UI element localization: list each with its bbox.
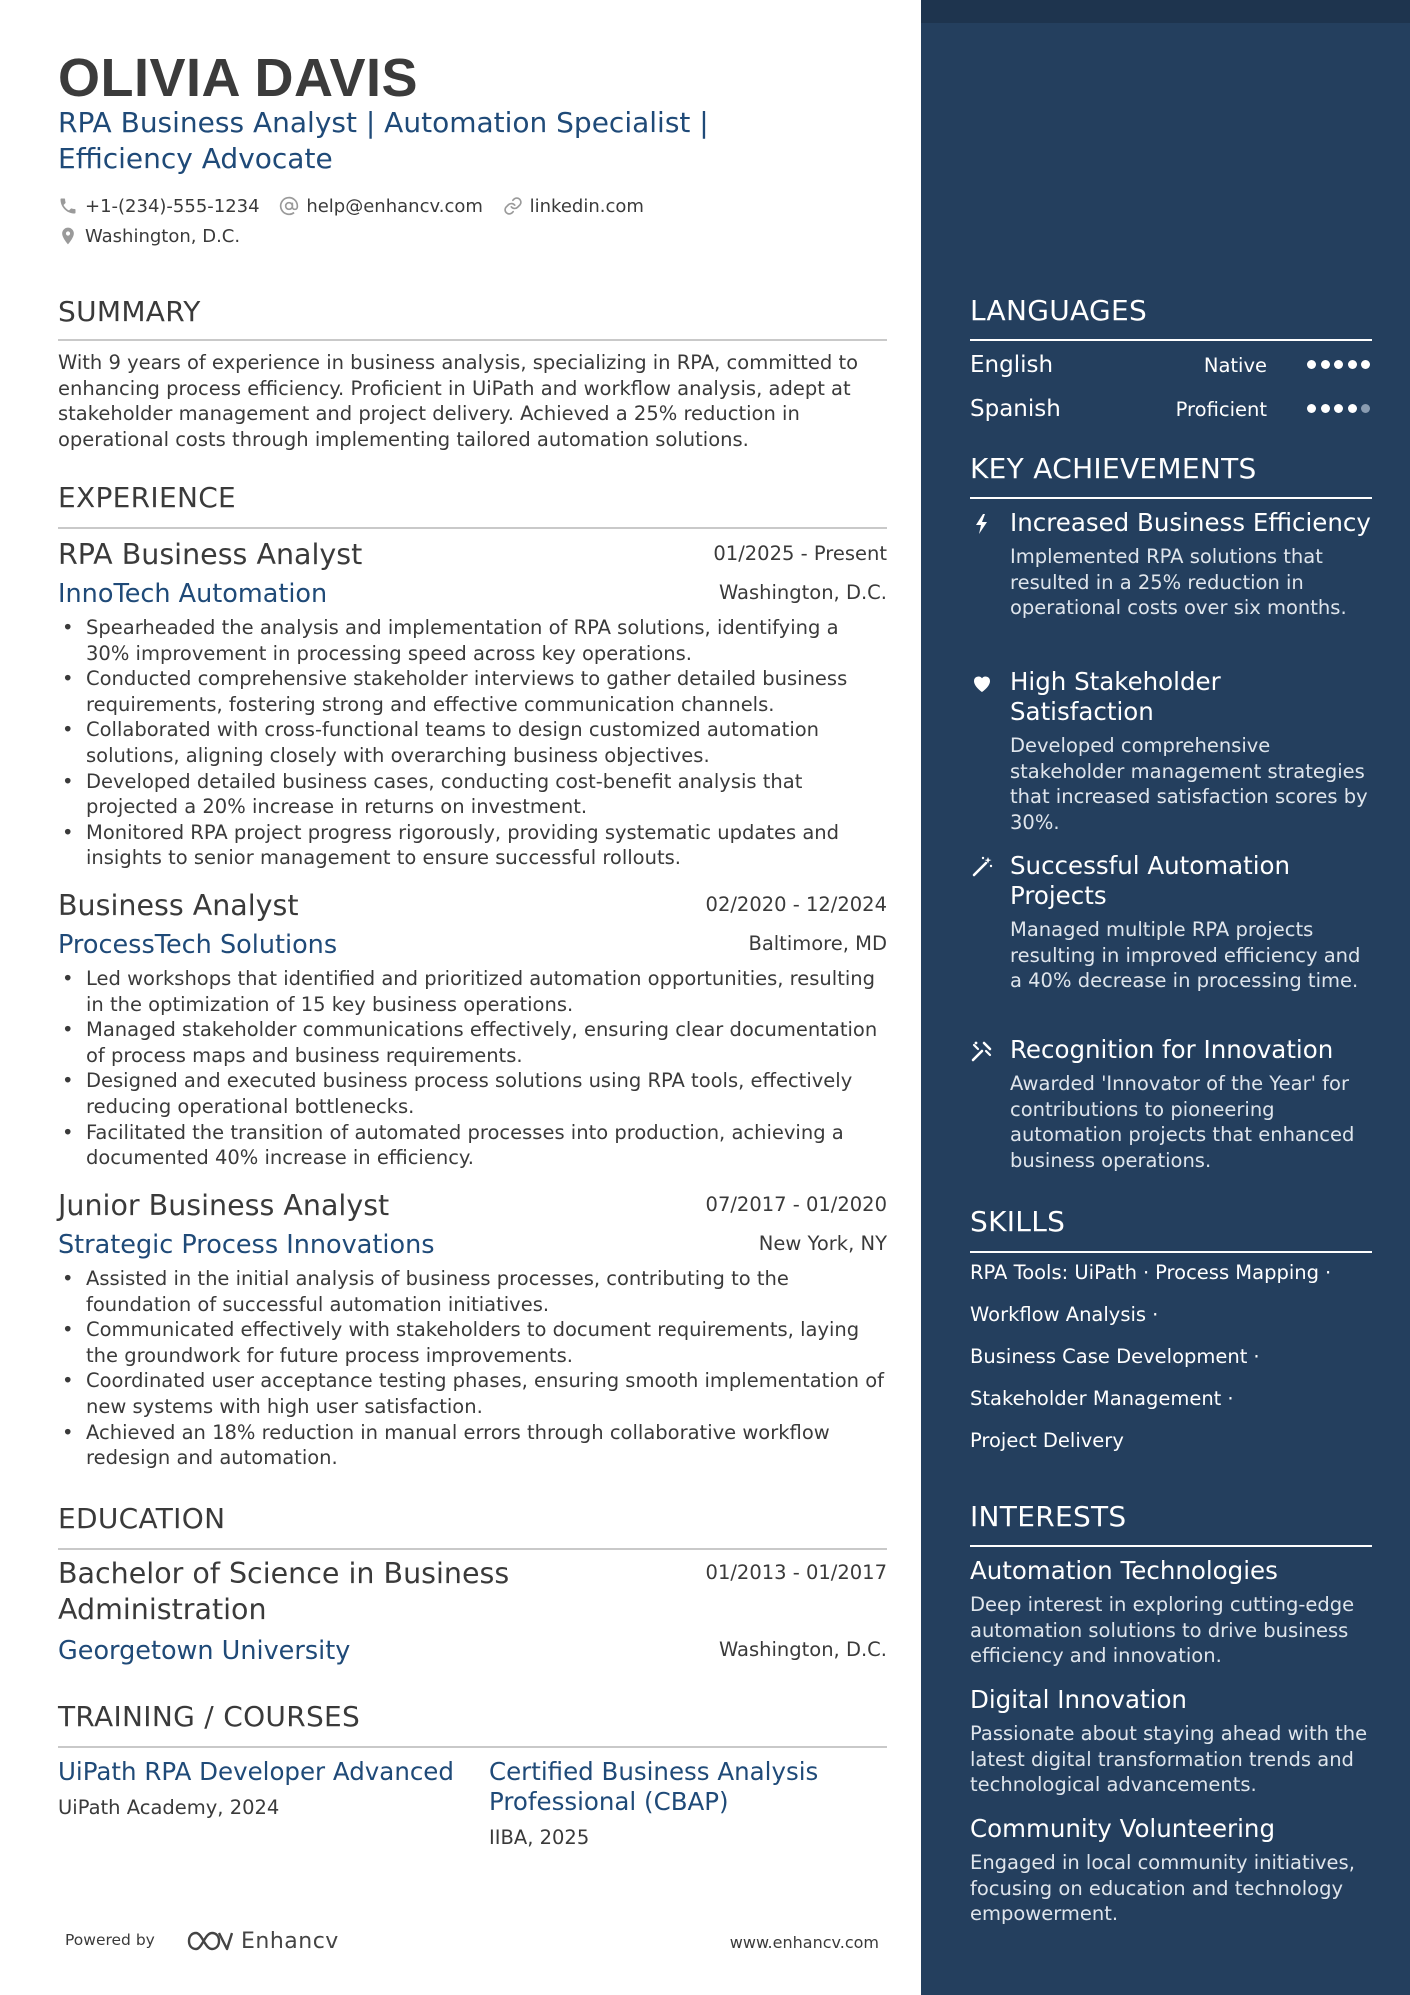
bullet-item: • Assisted in the initial analysis of business processes, contributing to the foundation of successful automation initiatives. xyxy=(58,1266,887,1317)
languages-divider xyxy=(970,339,1372,341)
job-title: Business Analyst xyxy=(58,889,299,922)
bullet-item: • Managed stakeholder communications effectively, ensuring clear documentation of process maps and business requirements. xyxy=(58,1017,887,1068)
job-bullets xyxy=(58,966,887,1171)
bullet-item: • Collaborated with cross-functional teams to design customized automation solutions, aligning closely with overarching business objectives. xyxy=(58,717,887,768)
contact-email[interactable] xyxy=(279,193,483,219)
bullet-item: • Led workshops that identified and prioritized automation opportunities, resulting in the optimization of 15 key business operations. xyxy=(58,966,887,1017)
language-rating xyxy=(1303,360,1371,369)
contact-phone[interactable] xyxy=(58,193,260,219)
contact-location xyxy=(58,223,240,249)
skill-tag: Workflow Analysis xyxy=(970,1303,1147,1326)
skills-divider xyxy=(970,1251,1372,1253)
job-dates: 07/2017 - 01/2020 xyxy=(705,1193,887,1216)
sidebar xyxy=(921,0,1410,1995)
skill-separator: · xyxy=(1142,1261,1150,1284)
skill-separator: · xyxy=(1152,1303,1159,1326)
skills-row xyxy=(970,1344,1266,1370)
rating-dot xyxy=(1361,360,1370,369)
bullet-item: • Communicated effectively with stakeholders to document requirements, laying the groundwork for future process improvements. xyxy=(58,1317,887,1368)
school: Georgetown University xyxy=(58,1636,351,1666)
achievement-title: Recognition for Innovation xyxy=(1010,1035,1334,1064)
achievement-item xyxy=(970,1035,1372,1173)
interest-title: Automation Technologies xyxy=(970,1556,1278,1585)
training-divider xyxy=(58,1746,887,1748)
candidate-name: OLIVIA DAVIS xyxy=(58,48,419,108)
achievement-desc: Implemented RPA solutions that resulted in a 25% reduction in operational costs over six months. xyxy=(1010,545,1347,619)
language-level: Native xyxy=(1203,354,1267,377)
phone-icon xyxy=(58,196,78,216)
summary-text: With 9 years of experience in business analysis, specializing in RPA, committed to enhancing process efficiency. Proficient in UiPath and workflow analysis, adept at stakeholder management and project delivery. Achieved a 25% reduction in operational costs through implementing tailored automation solutions. xyxy=(58,351,859,452)
course-meta: IIBA, 2025 xyxy=(489,1826,590,1849)
rating-dot xyxy=(1307,360,1316,369)
headline: RPA Business Analyst | Automation Specialist | Efficiency Advocate xyxy=(58,106,709,175)
job-bullets xyxy=(58,615,887,871)
experience-entry xyxy=(58,888,887,1171)
sidebar-top-band xyxy=(921,0,1410,23)
job-dates: 01/2025 - Present xyxy=(713,542,887,565)
education-divider xyxy=(58,1548,887,1550)
rating-dot xyxy=(1307,404,1316,413)
interest-desc: Deep interest in exploring cutting-edge automation solutions to drive business efficiency and innovation. xyxy=(970,1593,1355,1667)
footer xyxy=(65,1925,879,1961)
experience-entry xyxy=(58,537,887,871)
achievement-title: Successful Automation Projects xyxy=(1010,851,1291,910)
phone-text: +1-(234)-555-1234 xyxy=(85,195,260,217)
job-company: Strategic Process Innovations xyxy=(58,1230,435,1260)
skills-row xyxy=(970,1302,1164,1328)
degree: Bachelor of Science in Business Administration xyxy=(58,1557,510,1626)
interest-title: Community Volunteering xyxy=(970,1814,1276,1843)
achievement-item xyxy=(970,508,1372,621)
language-item xyxy=(970,394,1372,426)
email-text: help@enhancv.com xyxy=(306,195,483,217)
achievement-desc: Awarded 'Innovator of the Year' for contributions to pioneering automation projects that enhanced business operations. xyxy=(1010,1072,1355,1172)
interest-item xyxy=(970,1685,1372,1798)
language-level: Proficient xyxy=(1175,398,1267,421)
achievement-desc: Developed comprehensive stakeholder management strategies that increased satisfaction scores by 30%. xyxy=(1010,734,1368,834)
bullet-item: • Conducted comprehensive stakeholder interviews to gather detailed business requirements, fostering strong and effective communication channels. xyxy=(58,666,887,717)
achievement-desc: Managed multiple RPA projects resulting in improved efficiency and a 40% decrease in processing time. xyxy=(1010,918,1361,992)
language-name: Spanish xyxy=(970,396,1061,422)
bullet-item: • Spearheaded the analysis and implementation of RPA solutions, identifying a 30% improvement in processing speed across key operations. xyxy=(58,615,887,666)
rating-dot xyxy=(1348,404,1357,413)
interest-item xyxy=(970,1814,1372,1927)
job-company: ProcessTech Solutions xyxy=(58,930,338,960)
achievements-heading: KEY ACHIEVEMENTS xyxy=(970,452,1257,485)
skill-tag: Process Mapping xyxy=(1155,1261,1319,1284)
training-heading: TRAINING / COURSES xyxy=(58,1700,361,1733)
skills-row xyxy=(970,1386,1240,1412)
summary-divider xyxy=(58,339,887,341)
interests-divider xyxy=(970,1545,1372,1547)
summary-heading: SUMMARY xyxy=(58,295,201,328)
skill-tag: Project Delivery xyxy=(970,1429,1124,1452)
achievement-title: Increased Business Efficiency xyxy=(1010,508,1371,537)
job-company: InnoTech Automation xyxy=(58,579,328,609)
enhancv-logo-icon xyxy=(185,1928,233,1954)
lightning-icon xyxy=(970,512,994,536)
course-title: UiPath RPA Developer Advanced xyxy=(58,1757,454,1786)
achievement-title: High Stakeholder Satisfaction xyxy=(1010,667,1221,726)
job-dates: 02/2020 - 12/2024 xyxy=(705,893,887,916)
magic-wand-icon xyxy=(970,855,994,879)
language-item xyxy=(970,350,1372,382)
language-rating xyxy=(1303,404,1371,413)
skill-separator: · xyxy=(1227,1387,1234,1410)
interest-item xyxy=(970,1556,1372,1669)
website-link[interactable]: www.enhancv.com xyxy=(729,1933,879,1952)
interest-title: Digital Innovation xyxy=(970,1685,1187,1714)
bullet-item: • Achieved an 18% reduction in manual errors through collaborative workflow redesign and automation. xyxy=(58,1420,887,1471)
bullet-item: • Developed detailed business cases, conducting cost-benefit analysis that projected a 20% increase in returns on investment. xyxy=(58,769,887,820)
course-meta: UiPath Academy, 2024 xyxy=(58,1796,280,1819)
skill-tag: Business Case Development xyxy=(970,1345,1248,1368)
achievement-item xyxy=(970,851,1372,994)
powered-by-text: Powered by xyxy=(65,1931,155,1949)
brand-name: Enhancv xyxy=(241,1928,339,1954)
rating-dot xyxy=(1334,404,1343,413)
experience-entry xyxy=(58,1188,887,1471)
education-heading: EDUCATION xyxy=(58,1502,226,1535)
contact-linkedin[interactable] xyxy=(503,193,644,219)
skills-row xyxy=(970,1260,1337,1286)
rating-dot xyxy=(1361,404,1370,413)
rating-dot xyxy=(1348,360,1357,369)
bullet-item: • Monitored RPA project progress rigorously, providing systematic updates and insights to senior management to ensure successful rollouts. xyxy=(58,820,887,871)
education-location: Washington, D.C. xyxy=(718,1638,887,1661)
achievements-divider xyxy=(970,497,1372,499)
skill-separator: · xyxy=(1253,1345,1260,1368)
course-title: Certified Business Analysis Professional (CBAP) xyxy=(489,1757,819,1816)
brand-logo[interactable] xyxy=(185,1925,339,1957)
job-location: Washington, D.C. xyxy=(718,581,887,604)
skills-heading: SKILLS xyxy=(970,1205,1066,1238)
job-title: Junior Business Analyst xyxy=(58,1189,390,1222)
languages-heading: LANGUAGES xyxy=(970,294,1148,327)
education-dates: 01/2013 - 01/2017 xyxy=(705,1561,887,1584)
course-item xyxy=(489,1757,839,1851)
job-bullets xyxy=(58,1266,887,1471)
job-location: New York, NY xyxy=(758,1232,887,1255)
location-text: Washington, D.C. xyxy=(85,225,241,247)
skill-tag: Stakeholder Management xyxy=(970,1387,1222,1410)
bullet-item: • Facilitated the transition of automated processes into production, achieving a documented 40% increase in efficiency. xyxy=(58,1120,887,1171)
skill-separator: · xyxy=(1325,1261,1332,1284)
bullet-item: • Designed and executed business process solutions using RPA tools, effectively reducing operational bottlenecks. xyxy=(58,1068,887,1119)
skills-row xyxy=(970,1428,1124,1454)
interest-desc: Passionate about staying ahead with the latest digital transformation trends and technological advancements. xyxy=(970,1722,1368,1796)
innovation-icon xyxy=(970,1039,994,1063)
course-item xyxy=(58,1757,458,1821)
rating-dot xyxy=(1334,360,1343,369)
contact-info xyxy=(58,193,887,251)
language-name: English xyxy=(970,352,1054,378)
job-location: Baltimore, MD xyxy=(748,932,887,955)
rating-dot xyxy=(1321,404,1330,413)
at-sign-icon xyxy=(279,196,299,216)
experience-divider xyxy=(58,527,887,529)
experience-heading: EXPERIENCE xyxy=(58,481,237,514)
heart-icon xyxy=(970,671,994,695)
job-title: RPA Business Analyst xyxy=(58,538,363,571)
location-pin-icon xyxy=(58,226,78,246)
linkedin-text: linkedin.com xyxy=(529,195,644,217)
achievement-item xyxy=(970,667,1372,835)
link-icon xyxy=(503,196,523,216)
interests-heading: INTERESTS xyxy=(970,1500,1127,1533)
interest-desc: Engaged in local community initiatives, focusing on education and technology empowerment. xyxy=(970,1851,1355,1925)
bullet-item: • Coordinated user acceptance testing phases, ensuring smooth implementation of new systems with high user satisfaction. xyxy=(58,1368,887,1419)
rating-dot xyxy=(1321,360,1330,369)
skill-tag: RPA Tools: UiPath xyxy=(970,1261,1137,1284)
